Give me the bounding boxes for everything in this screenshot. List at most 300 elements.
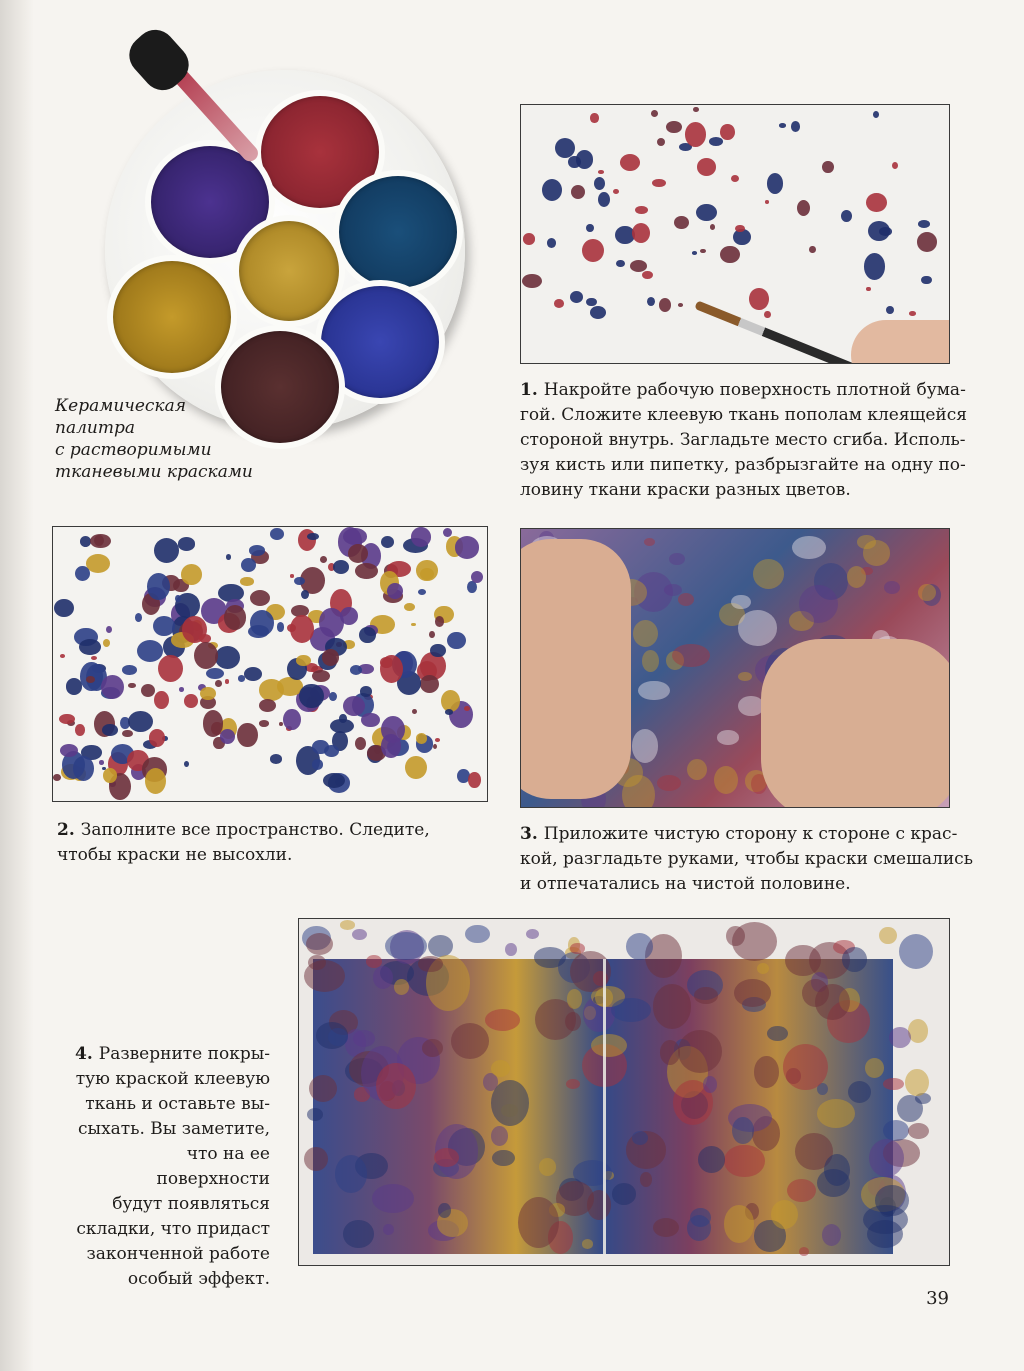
- step-line: что на ее поверхности: [156, 1144, 270, 1189]
- paint-drop: [184, 694, 198, 708]
- paint-drop: [753, 559, 785, 589]
- paint-drop: [672, 644, 710, 668]
- paint-drop: [659, 298, 671, 312]
- paint-drop: [884, 581, 900, 595]
- paint-drop: [485, 1009, 521, 1031]
- step-line: тую краской клеевую: [75, 1069, 270, 1089]
- paint-drop: [194, 642, 218, 669]
- paint-drop: [523, 233, 536, 245]
- paint-drop: [438, 1203, 450, 1218]
- paint-drop: [135, 613, 142, 622]
- paint-drop: [869, 1139, 904, 1177]
- paint-drop: [290, 615, 314, 644]
- paint-drop: [698, 1146, 725, 1172]
- paint-drop: [312, 740, 329, 755]
- step-line: Заполните все пространство. Следите,: [80, 820, 430, 840]
- paint-drop: [785, 945, 821, 976]
- paint-drop: [590, 306, 606, 319]
- paint-drop: [657, 775, 681, 791]
- paint-drop: [873, 111, 879, 118]
- paint-drop: [909, 311, 916, 316]
- paint-drop: [101, 675, 124, 699]
- paint-drop: [879, 927, 897, 945]
- paint-well-center-gold: [233, 215, 345, 327]
- step-line: складки, что придаст: [76, 1219, 270, 1239]
- step-line: особый эффект.: [127, 1269, 270, 1289]
- paint-drop: [905, 1069, 929, 1097]
- paint-drop: [653, 984, 692, 1029]
- paint-drop: [422, 1039, 443, 1057]
- paint-drop: [333, 560, 349, 574]
- paint-drop: [416, 560, 437, 581]
- paint-drop: [60, 744, 78, 757]
- paint-drop: [270, 754, 282, 764]
- step-line: гой. Сложите клеевую ткань пополам клеящейся: [520, 405, 967, 425]
- paint-drop: [757, 963, 769, 974]
- paint-drop: [149, 729, 165, 746]
- paint-drop: [259, 699, 276, 712]
- paint-drop: [224, 605, 247, 630]
- paint-drop: [404, 603, 415, 611]
- paint-drop: [899, 934, 933, 969]
- paint-drop: [53, 774, 61, 781]
- paint-drop: [918, 584, 936, 602]
- step-line: кой, разгладьте руками, чтобы краски смешались: [520, 849, 973, 869]
- paint-drop: [703, 1076, 717, 1093]
- paint-drop: [632, 223, 650, 243]
- paint-drop: [867, 1220, 903, 1248]
- paint-drop: [693, 107, 699, 113]
- paint-drop: [678, 303, 684, 307]
- paint-drop: [652, 179, 666, 188]
- paint-drop: [137, 640, 163, 662]
- paint-drop: [847, 566, 866, 588]
- paint-drop: [122, 665, 136, 675]
- paint-drop: [380, 655, 403, 683]
- paint-drop: [270, 528, 284, 540]
- paint-drop: [731, 595, 751, 610]
- paint-drop: [732, 1117, 754, 1144]
- paint-drop: [455, 536, 480, 559]
- step-line: и отпечатались на чистой половине.: [520, 874, 851, 894]
- paint-drop: [54, 599, 74, 617]
- paint-drop: [348, 544, 368, 563]
- paint-drop: [687, 759, 707, 780]
- paint-drop: [576, 150, 594, 169]
- paint-drop: [640, 1172, 652, 1187]
- step-line: ловину ткани краски разных цветов.: [520, 480, 851, 500]
- paint-drop: [767, 1026, 788, 1041]
- paint-drop: [343, 696, 365, 716]
- paint-drop: [616, 260, 625, 268]
- paint-drop: [411, 623, 415, 626]
- paint-drop: [145, 768, 166, 794]
- paint-drop: [418, 956, 442, 972]
- paint-drop: [323, 773, 345, 788]
- paint-drop: [182, 616, 207, 643]
- paint-drop: [433, 744, 437, 749]
- paint-drop: [598, 192, 610, 207]
- paint-drop: [307, 533, 318, 540]
- paint-drop: [554, 299, 564, 308]
- paint-drop: [471, 571, 483, 583]
- step-line: законченной работе: [86, 1244, 270, 1264]
- paint-drop: [328, 1028, 347, 1046]
- paint-drop: [886, 306, 894, 314]
- paint-drop: [522, 274, 542, 288]
- paint-drop: [215, 680, 222, 687]
- paint-drop: [555, 138, 575, 158]
- paint-drop: [799, 585, 838, 623]
- step-line: сыхать. Вы заметите,: [78, 1119, 270, 1139]
- paint-drop: [875, 1185, 909, 1216]
- paint-drop: [734, 979, 770, 1007]
- paint-drop: [60, 654, 65, 658]
- paint-drop: [405, 756, 426, 779]
- paint-drop: [361, 713, 379, 727]
- paint-drop: [735, 225, 745, 232]
- paint-drop: [611, 998, 651, 1022]
- step-line: Приложите чистую сторону к стороне с крас-: [543, 824, 958, 844]
- paint-drop: [122, 730, 133, 738]
- paint-drop: [697, 158, 716, 175]
- paint-drop: [642, 650, 660, 672]
- paint-drop: [307, 1108, 323, 1121]
- step-3-text: [520, 822, 973, 897]
- step-line: ткань и оставьте вы-: [85, 1094, 270, 1114]
- paint-drop: [594, 177, 605, 190]
- paint-drop: [244, 667, 263, 681]
- paint-drop: [340, 920, 355, 930]
- paint-drop: [866, 287, 870, 291]
- paint-drop: [892, 162, 898, 169]
- paint-drop: [841, 210, 852, 222]
- paint-drop: [783, 1044, 828, 1091]
- paint-drop: [809, 246, 816, 253]
- paint-drop: [429, 631, 435, 638]
- paint-drop: [225, 679, 230, 684]
- paint-drop: [103, 639, 110, 647]
- paint-drop: [240, 577, 253, 586]
- paint-drop: [897, 1095, 923, 1122]
- paint-drop: [299, 684, 323, 709]
- paint-drop: [866, 193, 887, 212]
- step-line: Накройте рабочую поверхность плотной бума-: [543, 380, 966, 400]
- paint-drop: [883, 1120, 909, 1141]
- paint-drop: [754, 1056, 778, 1087]
- paint-drop: [731, 175, 740, 183]
- step-number: 1.: [520, 380, 538, 400]
- paint-drop: [921, 276, 931, 285]
- step-number: 3.: [520, 824, 538, 844]
- paint-drop: [283, 709, 300, 730]
- paint-drop: [206, 668, 224, 679]
- paint-drop: [320, 556, 327, 563]
- paint-drop: [355, 737, 366, 750]
- paint-drop: [868, 221, 890, 241]
- paint-drop: [709, 137, 723, 146]
- paint-drop: [696, 204, 717, 222]
- step-4-text: [70, 1042, 270, 1292]
- paint-drop: [309, 1075, 337, 1102]
- paint-drop: [86, 554, 110, 573]
- paint-drop: [799, 1247, 810, 1256]
- paint-drop: [714, 766, 738, 794]
- hand: [851, 320, 950, 364]
- paint-drop: [451, 1023, 489, 1059]
- paint-drop: [917, 232, 937, 252]
- paint-drop: [720, 246, 740, 264]
- paint-drop: [651, 110, 659, 117]
- paint-drop: [848, 1081, 871, 1103]
- paint-drop: [91, 656, 97, 660]
- paint-drop: [102, 724, 117, 736]
- paint-drop: [547, 238, 557, 248]
- paint-drop: [128, 683, 135, 688]
- paint-drop: [815, 984, 850, 1020]
- paint-drop: [154, 691, 169, 709]
- paint-drop: [319, 608, 344, 638]
- paint-drop: [767, 173, 784, 194]
- paint-drop: [918, 220, 930, 228]
- paint-drop: [141, 684, 155, 697]
- paint-drop: [644, 538, 655, 545]
- paint-drop: [79, 639, 101, 655]
- paint-drop: [738, 610, 777, 645]
- paint-drop: [179, 687, 184, 691]
- paint-drop: [674, 216, 689, 229]
- paint-drop: [394, 979, 409, 995]
- step-number: 2.: [57, 820, 75, 840]
- paint-drop: [749, 288, 768, 310]
- paint-drop: [779, 123, 786, 127]
- paint-drop: [359, 627, 376, 644]
- paint-drop: [184, 761, 189, 767]
- paint-drop: [822, 161, 833, 173]
- step-2-text: [57, 818, 430, 868]
- paint-drop: [694, 987, 717, 1004]
- caption-line: Керамическая: [55, 396, 186, 416]
- paint-drop: [335, 1155, 367, 1192]
- paint-well-teal: [333, 170, 463, 294]
- paint-drop: [330, 719, 353, 734]
- paint-drop: [322, 649, 340, 666]
- left-hand: [520, 539, 631, 799]
- paint-drop: [226, 554, 231, 560]
- paint-drop: [360, 686, 372, 696]
- paint-drop: [534, 947, 566, 968]
- paint-drop: [301, 590, 309, 599]
- paint-drop: [147, 573, 170, 600]
- step-1-text: [520, 378, 967, 503]
- paint-drop: [290, 574, 295, 577]
- paint-drop: [259, 720, 269, 726]
- paint-drop: [620, 154, 640, 171]
- paint-drop: [842, 947, 868, 972]
- paint-drop: [717, 730, 740, 745]
- paint-drop: [383, 1224, 394, 1235]
- caption-line: палитра: [55, 418, 135, 438]
- paint-drop: [465, 925, 490, 943]
- paint-drop: [304, 1147, 328, 1171]
- paint-drop: [582, 239, 604, 262]
- paint-drop: [571, 185, 585, 199]
- paint-drop: [350, 665, 362, 675]
- paint-drop: [385, 932, 427, 960]
- paint-drop: [428, 935, 453, 957]
- paint-drop: [633, 620, 658, 647]
- paint-drop: [355, 563, 379, 579]
- paint-drop: [75, 724, 85, 735]
- paint-drop: [106, 626, 112, 633]
- paint-drop: [250, 610, 274, 636]
- paint-drop: [590, 113, 598, 123]
- paint-drop: [468, 772, 480, 788]
- paint-drop: [312, 759, 324, 770]
- paint-drop: [613, 189, 619, 194]
- paint-drop: [296, 655, 310, 666]
- paint-drop: [632, 729, 658, 762]
- paint-drop: [791, 121, 800, 131]
- paint-drop: [586, 224, 594, 233]
- paint-drop: [889, 1027, 911, 1048]
- paint-drop: [738, 672, 752, 682]
- paint-drop: [612, 1183, 636, 1204]
- paint-drop: [678, 593, 694, 606]
- paint-drop: [822, 1224, 841, 1246]
- paint-drop: [732, 922, 777, 961]
- paint-drop: [653, 1218, 679, 1237]
- paint-drop: [570, 291, 584, 303]
- paint-drop: [817, 1099, 855, 1128]
- paint-drop: [908, 1123, 929, 1139]
- step-number: 4.: [75, 1044, 93, 1064]
- paint-drop: [435, 616, 445, 627]
- step-line: Разверните покры-: [98, 1044, 270, 1064]
- paint-drop: [720, 124, 735, 139]
- page-number: 39: [926, 1288, 949, 1309]
- paint-drop: [416, 733, 427, 743]
- paint-drop: [430, 644, 446, 658]
- paint-drop: [175, 595, 181, 602]
- caption-line: тканевыми красками: [55, 462, 253, 482]
- paint-drop: [787, 1179, 816, 1202]
- paint-drop: [66, 678, 82, 694]
- paint-drop: [526, 929, 539, 939]
- paint-drop: [376, 1063, 415, 1109]
- paint-drop: [412, 709, 417, 714]
- paint-drop: [90, 534, 111, 548]
- paint-drop: [692, 251, 698, 255]
- paint-drop: [865, 1058, 884, 1078]
- step-line: чтобы краски не высохли.: [57, 845, 293, 865]
- paint-drop: [764, 311, 770, 318]
- paint-drop: [883, 1078, 904, 1091]
- paint-drop: [447, 632, 466, 650]
- step-line: стороной внутрь. Загладьте место сгиба. Исполь-: [520, 430, 966, 450]
- paint-drop: [724, 1205, 754, 1242]
- step-line: будут появляться: [112, 1194, 270, 1214]
- caption-line: с растворимыми: [55, 440, 212, 460]
- paint-drop: [158, 655, 183, 682]
- paint-drop: [181, 564, 202, 585]
- paint-drop: [678, 1030, 722, 1073]
- paint-drop: [582, 1239, 593, 1249]
- paint-drop: [75, 566, 90, 581]
- paint-drop: [724, 1145, 764, 1178]
- paint-drop: [505, 943, 517, 956]
- fold-line: [603, 959, 606, 1254]
- paint-well-gold: [107, 255, 237, 379]
- finished-fabric-photo: [298, 918, 950, 1266]
- paint-drop: [635, 206, 648, 214]
- step-line: зуя кисть или пипетку, разбрызгайте на одну по-: [520, 455, 966, 475]
- paint-drop: [298, 529, 316, 551]
- paint-drop: [491, 1080, 529, 1126]
- paint-drop: [372, 1184, 414, 1213]
- paint-drop: [792, 536, 826, 559]
- paint-drop: [710, 224, 715, 230]
- paint-drop: [666, 121, 682, 133]
- paint-drop: [411, 527, 432, 547]
- paint-drop: [797, 200, 810, 216]
- paint-drop: [657, 138, 665, 146]
- step3-photo: [520, 528, 950, 808]
- paint-drop: [542, 179, 562, 201]
- paint-drop: [491, 1060, 511, 1077]
- paint-drop: [308, 955, 325, 970]
- right-hand: [761, 639, 950, 808]
- paint-drop: [241, 558, 256, 572]
- paint-drop: [626, 933, 653, 960]
- paint-drop: [669, 553, 685, 566]
- book-spine-shadow: [0, 0, 34, 1371]
- paint-drop: [387, 583, 403, 599]
- paint-drop: [277, 622, 285, 631]
- paint-drop: [518, 1197, 559, 1249]
- paint-drop: [178, 537, 196, 550]
- palette-caption: [55, 395, 253, 483]
- paint-drop: [418, 589, 426, 595]
- paint-drop: [381, 734, 401, 757]
- step2-photo: [52, 526, 488, 802]
- step1-photo: [520, 104, 950, 364]
- paint-drop: [586, 298, 596, 307]
- paint-drop: [249, 545, 266, 556]
- paint-drop: [203, 710, 224, 737]
- paint-drop: [352, 929, 368, 941]
- paint-drop: [566, 1079, 580, 1089]
- paint-drop: [306, 933, 334, 956]
- paint-drop: [329, 692, 337, 701]
- paint-drop: [765, 200, 769, 204]
- paint-drop: [864, 253, 885, 280]
- paint-drop: [435, 738, 440, 742]
- paint-drop: [343, 1220, 373, 1247]
- paint-drop: [237, 723, 257, 748]
- paint-drop: [700, 249, 706, 254]
- paint-drop: [220, 729, 235, 744]
- paint-drop: [128, 711, 153, 732]
- paint-drop: [642, 271, 652, 279]
- paint-drop: [103, 768, 117, 783]
- paint-drop: [638, 681, 669, 701]
- paint-drop: [420, 675, 440, 693]
- paint-drop: [598, 170, 603, 174]
- paint-drop: [99, 760, 104, 764]
- paint-drop: [381, 536, 394, 548]
- paint-drop: [154, 538, 179, 563]
